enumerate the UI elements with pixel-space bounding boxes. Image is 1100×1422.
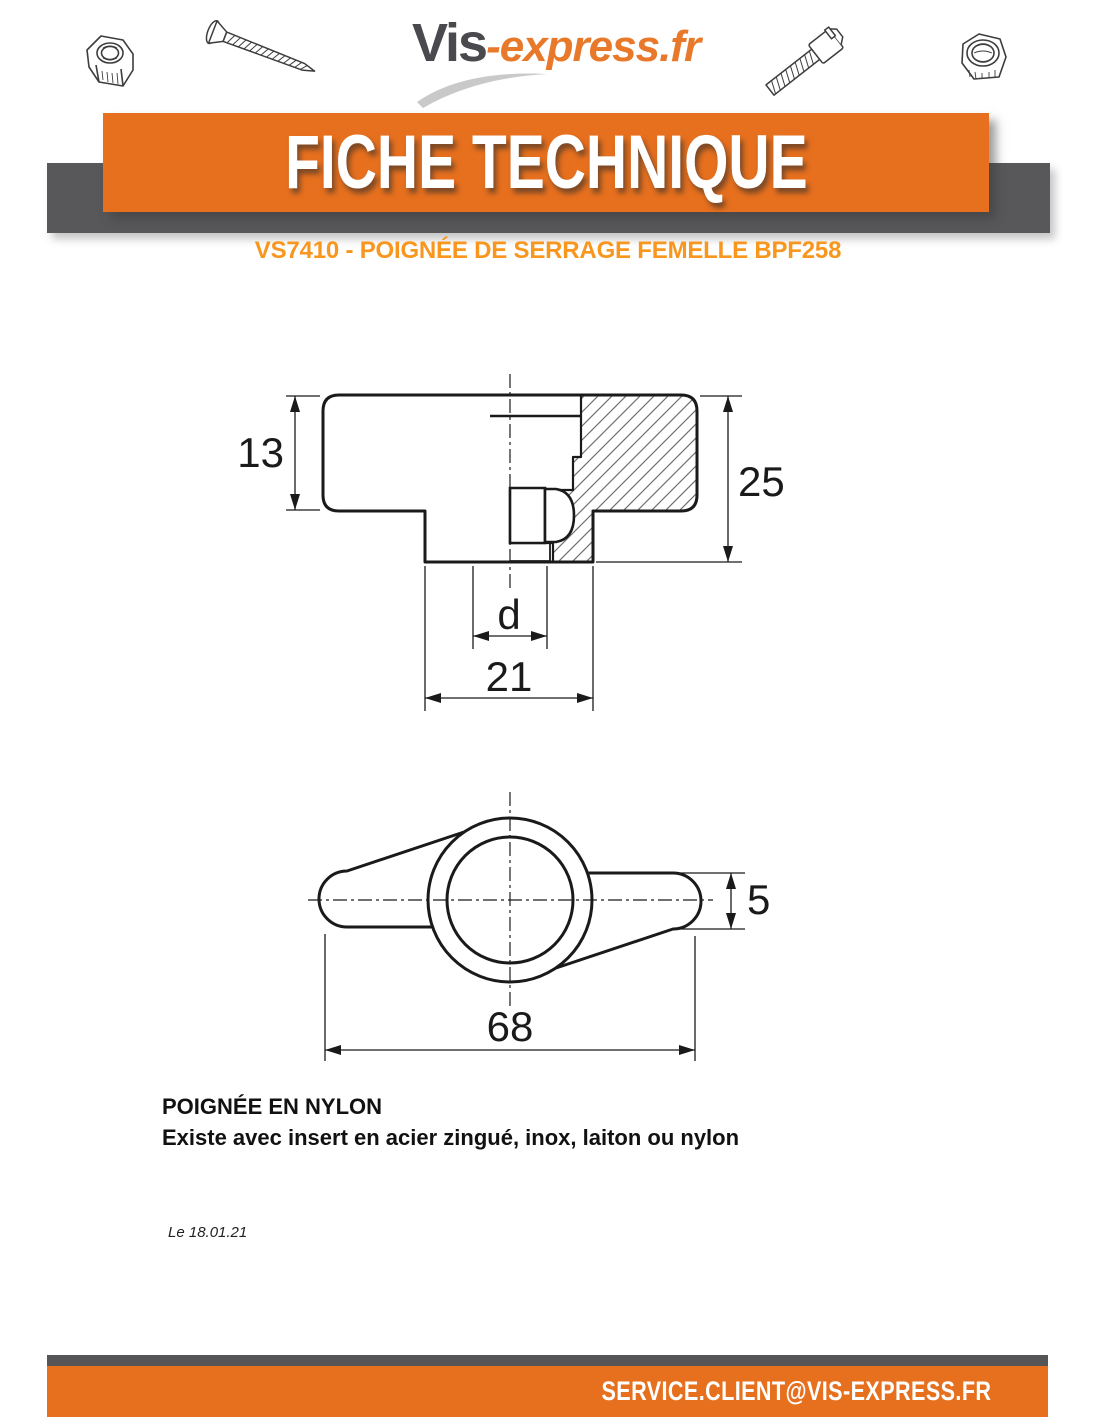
description-subtitle: Existe avec insert en acier zingué, inox, laiton ou nylon [162, 1125, 740, 1150]
logo-brand-text: Vis [412, 13, 487, 73]
logo-swoosh [415, 64, 550, 108]
top-view-dimensions [325, 873, 745, 1061]
machine-screw-icon [758, 12, 863, 107]
side-section-view-drawing [0, 370, 1100, 720]
dim-label-boss-width: 21 [485, 653, 533, 700]
dim-label-wing-thickness: 5 [747, 876, 771, 923]
footer-email: SERVICE.CLIENT@VIS-EXPRESS.FR [601, 1376, 991, 1406]
hex-nut-icon [80, 30, 142, 94]
revision-date: Le 18.01.21 [168, 1224, 248, 1241]
banner-title: FICHE TECHNIQUE [284, 120, 808, 205]
dim-label-total-height: 25 [738, 458, 785, 505]
description-block [162, 1091, 739, 1153]
dim-label-top-height: 13 [237, 429, 284, 476]
dim-label-hole-d: d [497, 591, 521, 638]
countersunk-screw-icon [200, 15, 355, 100]
footer-gray-strip [47, 1355, 1048, 1366]
footer-bar [47, 1366, 1048, 1417]
logo-suffix-text: -express.fr [486, 22, 701, 71]
description-title: POIGNÉE EN NYLON [162, 1094, 383, 1119]
banner [103, 113, 989, 212]
top-view-centerlines [308, 792, 713, 1008]
dim-label-total-width: 68 [486, 1003, 534, 1050]
top-view-drawing [0, 780, 1100, 1075]
hex-nut-icon [955, 32, 1015, 90]
side-view-geometry [323, 374, 697, 588]
product-title: VS7410 - POIGNÉE DE SERRAGE FEMELLE BPF258 [254, 237, 842, 264]
